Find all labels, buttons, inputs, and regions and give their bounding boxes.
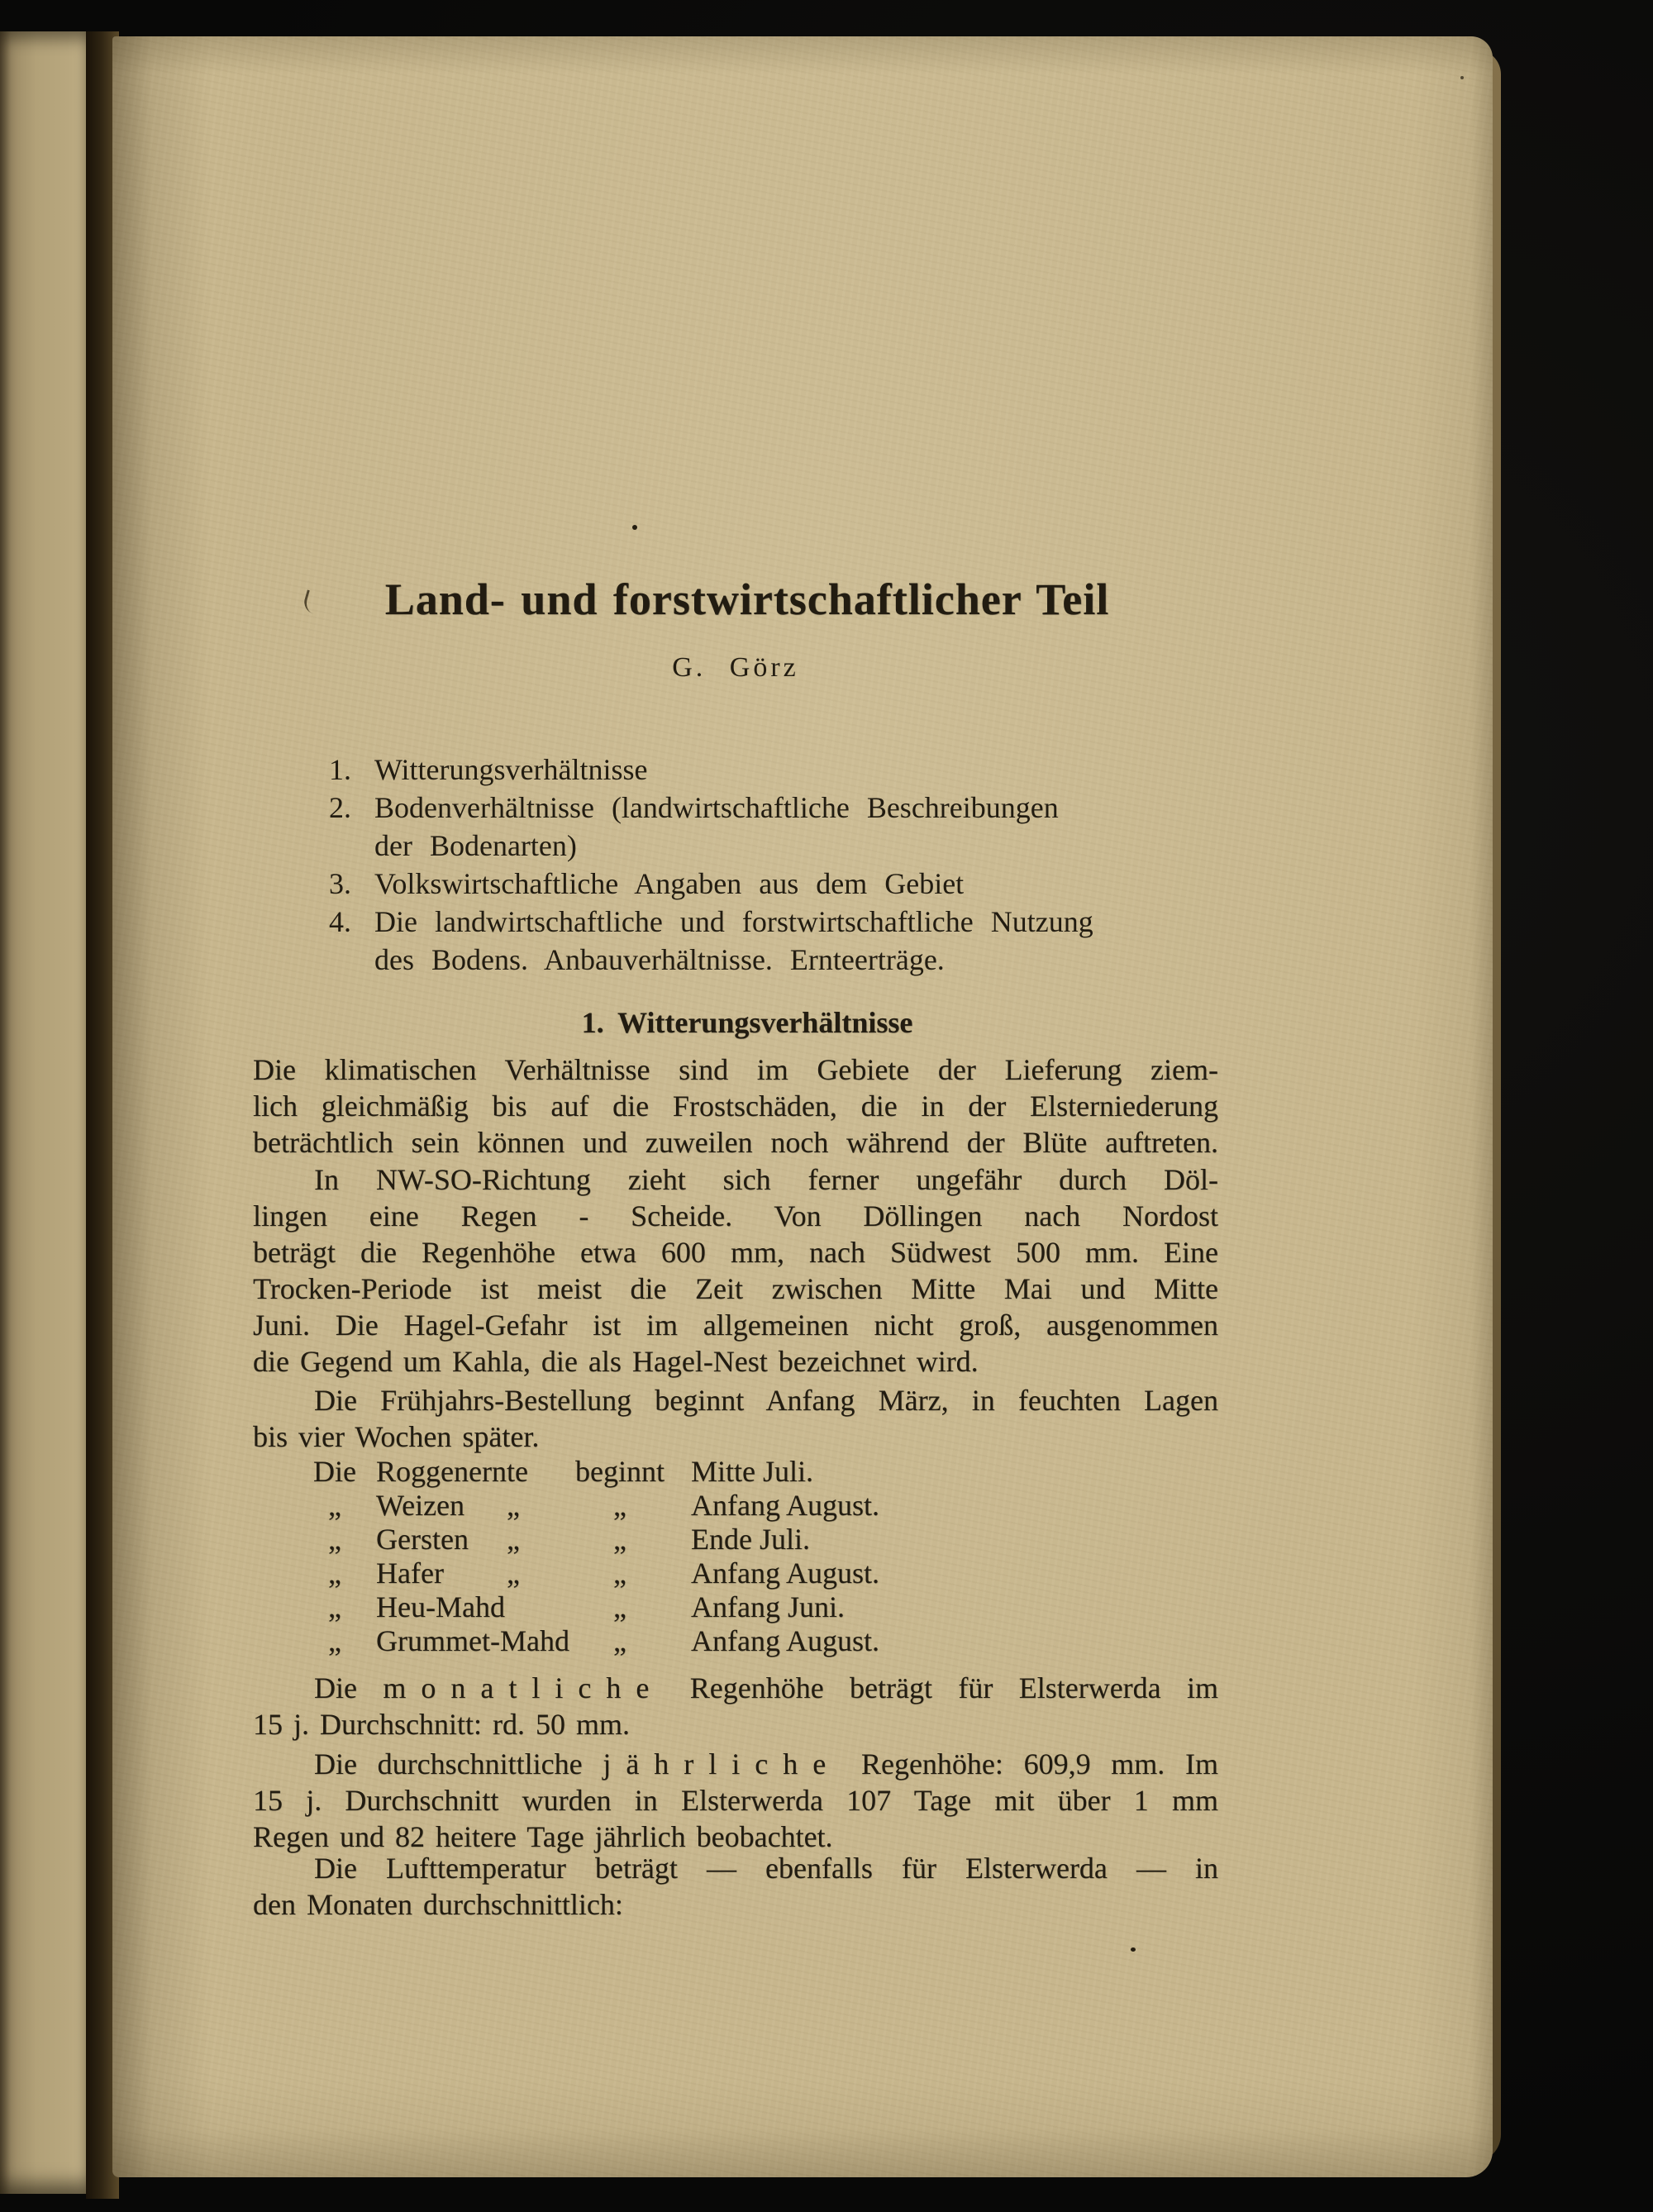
table-cell: beginnt	[575, 1455, 665, 1488]
text-segment-letterspaced: monatliche	[383, 1671, 665, 1704]
table-row	[253, 1624, 1218, 1658]
contents-list	[253, 751, 1218, 979]
list-number: 2.	[329, 791, 351, 824]
text-line: beträgt die Regenhöhe etwa 600 mm, nach Südwest 500 mm. Eine	[253, 1236, 1218, 1269]
text-line: Regen und 82 heitere Tage jährlich beobachtet.	[253, 1820, 833, 1853]
table-cell: „	[507, 1557, 520, 1590]
table-cell: Heu-Mahd	[376, 1590, 505, 1623]
text-line: 15 j. Durchschnitt: rd. 50 mm.	[253, 1708, 630, 1741]
table-cell: „	[507, 1489, 520, 1522]
table-cell: Hafer	[376, 1557, 444, 1590]
list-item-text: Witterungsverhältnisse	[374, 753, 648, 786]
page-title: Land- und forstwirtschaftlicher Teil	[384, 574, 1110, 624]
author: G. Görz	[672, 652, 799, 683]
table-row	[253, 1455, 1218, 1489]
paragraph-spring-sowing	[253, 1382, 1218, 1455]
text-line: Die klimatischen Verhältnisse sind im Gebiete der Lieferung ziem-	[253, 1053, 1218, 1086]
list-item	[253, 751, 1218, 789]
table-cell: „	[613, 1624, 626, 1657]
table-cell: „	[328, 1557, 341, 1590]
list-item	[253, 789, 1218, 865]
table-row	[253, 1557, 1218, 1590]
text-line: lingen eine Regen - Scheide. Von Döllingen nach Nordost	[253, 1199, 1218, 1232]
paper-speck	[1131, 1947, 1136, 1952]
list-number: 4.	[329, 905, 351, 938]
table-cell: Mitte Juli.	[691, 1455, 814, 1488]
text-segment: Die durchschnittliche	[314, 1747, 583, 1781]
text-segment: Regenhöhe: 609,9 mm. Im	[860, 1747, 1218, 1781]
table-cell: Weizen	[376, 1489, 465, 1522]
table-cell: „	[328, 1590, 341, 1623]
list-item	[253, 903, 1218, 979]
text-line	[253, 1670, 1218, 1706]
list-item-text: Volkswirtschaftliche Angaben aus dem Gebiet	[374, 867, 965, 900]
table-cell: „	[507, 1523, 520, 1556]
text-segment-letterspaced: jährliche	[603, 1747, 841, 1781]
table-cell: „	[613, 1557, 626, 1590]
table-row	[253, 1590, 1218, 1624]
text-line: Die Frühjahrs-Bestellung beginnt Anfang März, in feuchten Lagen	[314, 1384, 1218, 1417]
table-cell: „	[328, 1624, 341, 1657]
paragraph-climate	[253, 1051, 1218, 1161]
list-item-text: Bodenverhältnisse (landwirtschaftliche Beschreibungen	[374, 791, 1059, 824]
paragraph-air-temperature	[253, 1850, 1218, 1923]
section-heading: 1. Witterungsverhältnisse	[581, 1006, 913, 1039]
table-cell: Anfang August.	[691, 1624, 879, 1657]
text-line	[253, 1746, 1218, 1782]
paragraph-annual-rain	[253, 1746, 1218, 1855]
table-cell: Roggenernte	[376, 1455, 528, 1488]
book-page-edges	[0, 31, 91, 2194]
table-row	[253, 1489, 1218, 1523]
text-segment: Regenhöhe beträgt für Elsterwerda im	[689, 1671, 1219, 1704]
table-cell: Ende Juli.	[691, 1523, 810, 1556]
text-line: den Monaten durchschnittlich:	[253, 1888, 623, 1921]
table-cell: Anfang August.	[691, 1557, 879, 1590]
harvest-table	[253, 1455, 1218, 1658]
table-row	[253, 1523, 1218, 1557]
table-cell: „	[613, 1590, 626, 1623]
table-cell: „	[613, 1489, 626, 1522]
table-cell: „	[613, 1523, 626, 1556]
table-cell: Die	[313, 1455, 356, 1488]
table-cell: Anfang August.	[691, 1489, 879, 1522]
table-cell: Anfang Juni.	[691, 1590, 845, 1623]
paragraph-monthly-rain	[253, 1670, 1218, 1742]
text-segment: Die	[314, 1671, 357, 1704]
list-number: 1.	[329, 753, 351, 786]
table-cell: Gersten	[376, 1523, 469, 1556]
table-cell: Grummet-Mahd	[376, 1624, 569, 1657]
table-cell: „	[328, 1523, 341, 1556]
text-line: Juni. Die Hagel-Gefahr ist im allgemeinen nicht groß, ausgenommen	[253, 1309, 1218, 1342]
list-item-text: des Bodens. Anbauverhältnisse. Ernteerträge.	[374, 943, 945, 976]
text-line: lich gleichmäßig bis auf die Frostschäden, die in der Elsterniederung	[253, 1089, 1218, 1123]
book-page	[112, 36, 1493, 2177]
text-line: Die Lufttemperatur beträgt — ebenfalls für Elsterwerda — in	[314, 1852, 1218, 1885]
text-line: beträchtlich sein können und zuweilen noch während der Blüte auftreten.	[253, 1126, 1218, 1159]
text-line: In NW-SO-Richtung zieht sich ferner ungefähr durch Döl-	[314, 1163, 1218, 1196]
list-item-text: Die landwirtschaftliche und forstwirtschaftliche Nutzung	[374, 905, 1093, 938]
paper-speck	[632, 525, 637, 530]
text-line: bis vier Wochen später.	[253, 1420, 540, 1453]
text-line: die Gegend um Kahla, die als Hagel-Nest bezeichnet wird.	[253, 1345, 979, 1378]
list-number: 3.	[329, 867, 351, 900]
text-line: 15 j. Durchschnitt wurden in Elsterwerda 107 Tage mit über 1 mm	[253, 1784, 1218, 1817]
list-item	[253, 865, 1218, 903]
text-line: Trocken-Periode ist meist die Zeit zwischen Mitte Mai und Mitte	[253, 1272, 1218, 1305]
list-item-text: der Bodenarten)	[374, 829, 577, 862]
paragraph-rain-divide	[253, 1161, 1218, 1380]
table-cell: „	[328, 1489, 341, 1522]
paper-speck	[1460, 76, 1464, 79]
